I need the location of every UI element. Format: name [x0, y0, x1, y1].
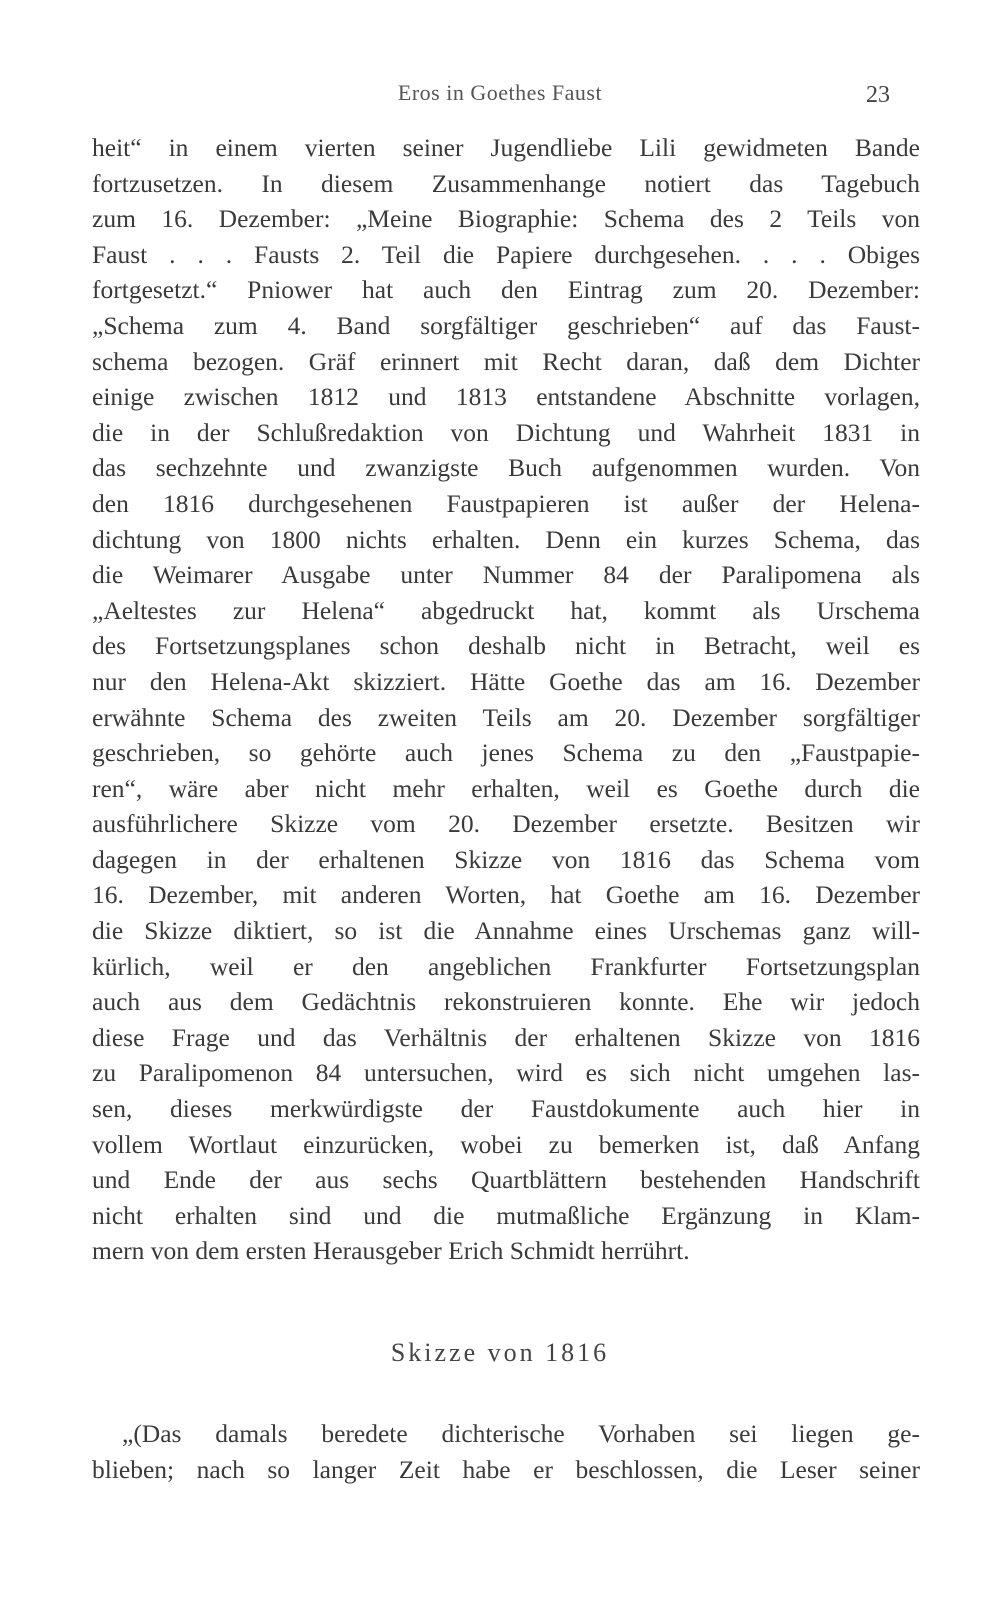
text-line: dagegen in der erhaltenen Skizze von 1816 das Schema vom [92, 844, 920, 874]
text-line: ausführlichere Skizze vom 20. Dezember ersetzte. Besitzen wir [92, 809, 920, 839]
text-line: sen, dieses merkwürdigste der Faustdokumente auch hier in [92, 1094, 920, 1124]
text-line: nur den Helena-Akt skizziert. Hätte Goethe das am 16. Dezember [92, 666, 920, 696]
text-line: zu Paralipomenon 84 untersuchen, wird es sich nicht umgehen las- [92, 1058, 920, 1088]
text-line: Faust . . . Fausts 2. Teil die Papiere durchgesehen. . . . Obiges [92, 239, 920, 269]
text-line: „Aeltestes zur Helena“ abgedruckt hat, kommt als Urschema [92, 595, 920, 625]
text-line: auch aus dem Gedächtnis rekonstruieren konnte. Ehe wir jedoch [92, 987, 920, 1017]
text-line: „Schema zum 4. Band sorgfältiger geschrieben“ auf das Faust- [92, 310, 920, 340]
section-heading: Skizze von 1816 [390, 1338, 610, 1367]
text-line: einige zwischen 1812 und 1813 entstandene Abschnitte vorlagen, [92, 382, 920, 412]
text-line: kürlich, weil er den angeblichen Frankfurter Fortsetzungsplan [92, 951, 920, 981]
text-line: die Weimarer Ausgabe unter Nummer 84 der Paralipomena als [92, 560, 920, 590]
running-title: Eros in Goethes Faust [397, 80, 603, 105]
text-line: die Skizze diktiert, so ist die Annahme eines Urschemas ganz will- [92, 916, 920, 946]
text-line: diese Frage und das Verhältnis der erhaltenen Skizze von 1816 [92, 1022, 920, 1052]
text-line: 16. Dezember, mit anderen Worten, hat Goethe am 16. Dezember [92, 880, 920, 910]
text-line: geschrieben, so gehörte auch jenes Schema zu den „Faustpapie- [92, 738, 920, 768]
text-line: schema bezogen. Gräf erinnert mit Recht daran, daß dem Dichter [92, 346, 920, 376]
text-line: erwähnte Schema des zweiten Teils am 20. Dezember sorgfältiger [92, 702, 920, 732]
text-line: das sechzehnte und zwanzigste Buch aufgenommen wurden. Von [92, 453, 920, 483]
text-line: und Ende der aus sechs Quartblättern bestehenden Handschrift [92, 1165, 920, 1195]
text-line: heit“ in einem vierten seiner Jugendliebe Lili gewidmeten Bande [92, 133, 920, 162]
text-line: des Fortsetzungsplanes schon deshalb nicht in Betracht, weil es [92, 631, 920, 661]
text-line: „(Das damals beredete dichterische Vorhaben sei liegen ge- [122, 1419, 920, 1448]
text-line: die in der Schlußredaktion von Dichtung und Wahrheit 1831 in [92, 417, 920, 447]
body-text [92, 130, 920, 1269]
text-line: dichtung von 1800 nichts erhalten. Denn ein kurzes Schema, das [92, 524, 920, 554]
text-line: mern von dem ersten Herausgeber Erich Schmidt herrührt. [92, 1236, 690, 1266]
text-line: ren“, wäre aber nicht mehr erhalten, weil es Goethe durch die [92, 773, 920, 803]
text-line: fortgesetzt.“ Pniower hat auch den Eintrag zum 20. Dezember: [92, 275, 920, 305]
text-line: fortzusetzen. In diesem Zusammenhange notiert das Tagebuch [92, 168, 920, 198]
quote-text [92, 1416, 920, 1487]
text-line: blieben; nach so langer Zeit habe er beschlossen, die Leser seiner [92, 1454, 920, 1484]
page-number: 23 [866, 82, 890, 108]
text-line: zum 16. Dezember: „Meine Biographie: Schema des 2 Teils von [92, 204, 920, 234]
text-line: den 1816 durchgesehenen Faustpapieren ist außer der Helena- [92, 488, 920, 518]
text-line: vollem Wortlaut einzurücken, wobei zu bemerken ist, daß Anfang [92, 1129, 920, 1159]
text-line: nicht erhalten sind und die mutmaßliche Ergänzung in Klam- [92, 1200, 920, 1230]
